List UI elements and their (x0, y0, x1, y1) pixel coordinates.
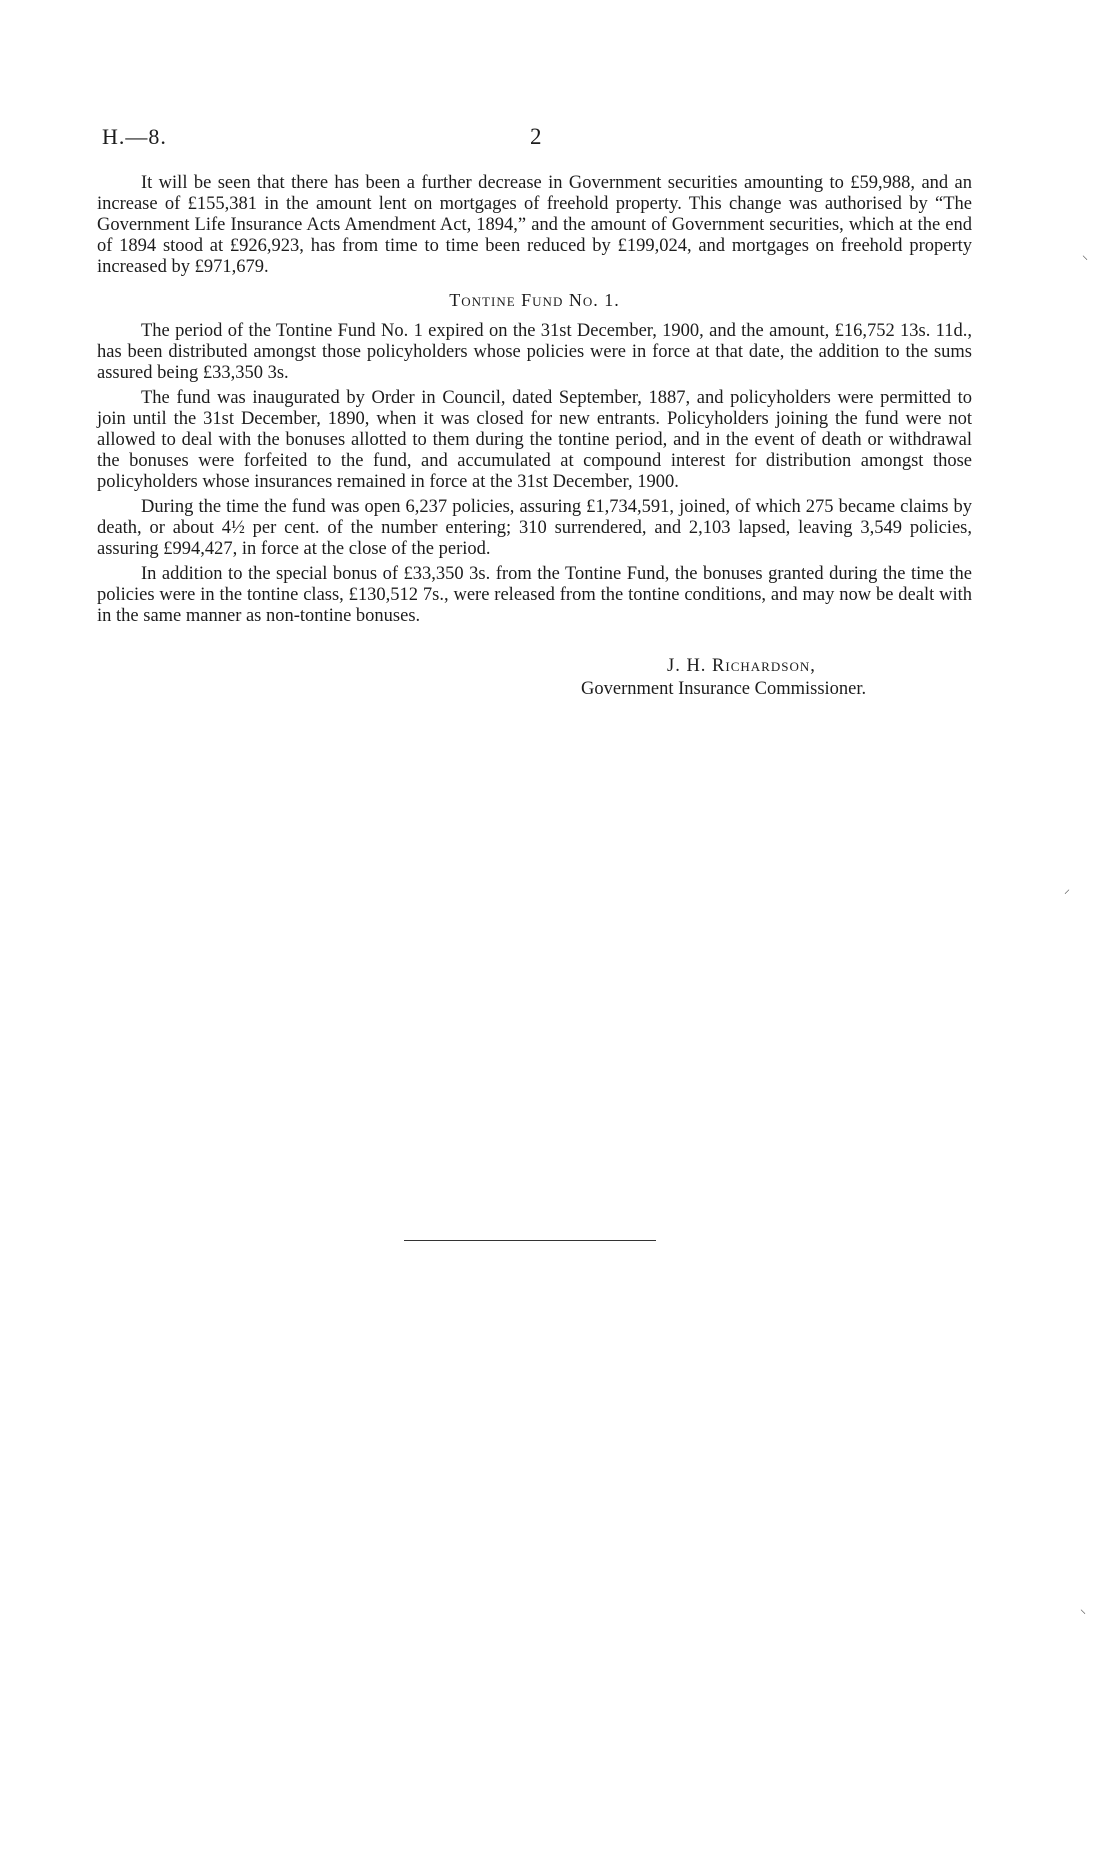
closing-rule (404, 1240, 656, 1241)
document-body (97, 173, 972, 701)
signatory-name: J. H. Richardson, (667, 656, 816, 676)
signatory-title: Government Insurance Commissioner. (581, 679, 867, 699)
scan-mark: ⸜ (1080, 1602, 1087, 1616)
intro-paragraph: It will be seen that there has been a further decrease in Government securities amounting to £59,988, and an increase of £155,381 in the amount lent on mortgages of freehold property. This change was authorised by “The Government Life Insurance Acts Amendment Act, 1894,” and the amount of Government securities, which at the end of 1894 stood at £926,923, has from time to time been reduced by £199,024, and mortgages on freehold property increased by £971,679. (97, 173, 972, 277)
paragraph-policy-statistics: During the time the fund was open 6,237 policies, assuring £1,734,591, joined, of which 275 became claims by death, or about 4½ per cent. of the number entering; 310 surrendered, and 2,103 lapsed, leaving 3,549 policies, assuring £994,427, in force at the close of the period. (97, 497, 972, 559)
paragraph-fund-inauguration: The fund was inaugurated by Order in Council, dated September, 1887, and policyholders were permitted to join until the 31st December, 1890, when it was closed for new entrants. Policyholders joining the fund were not allowed to deal with the bonuses allotted to them during the tontine period, and in the event of death or withdrawal the bonuses were forfeited to the fund, and accumulated at compound interest for distribution amongst those policyholders whose insurances remained in force at the 31st December, 1900. (97, 388, 972, 492)
section-heading: Tontine Fund No. 1. (449, 290, 620, 310)
scan-mark: ⸝ (1064, 882, 1071, 896)
paragraph-bonuses-released: In addition to the special bonus of £33,350 3s. from the Tontine Fund, the bonuses granted during the time the policies were in the tontine class, £130,512 7s., were released from the tontine conditions, and may now be dealt with in the same manner as non-tontine bonuses. (97, 564, 972, 626)
page-number: 2 (530, 124, 542, 149)
paragraph-tontine-expiry: The period of the Tontine Fund No. 1 expired on the 31st December, 1900, and the amount, £16,752 13s. 11d., has been distributed amongst those policyholders whose policies were in force at that date, the addition to the sums assured being £33,350 3s. (97, 321, 972, 383)
document-reference: H.—8. (102, 124, 167, 149)
scan-mark: ⸜ (1082, 248, 1089, 262)
signature-block (581, 655, 972, 701)
